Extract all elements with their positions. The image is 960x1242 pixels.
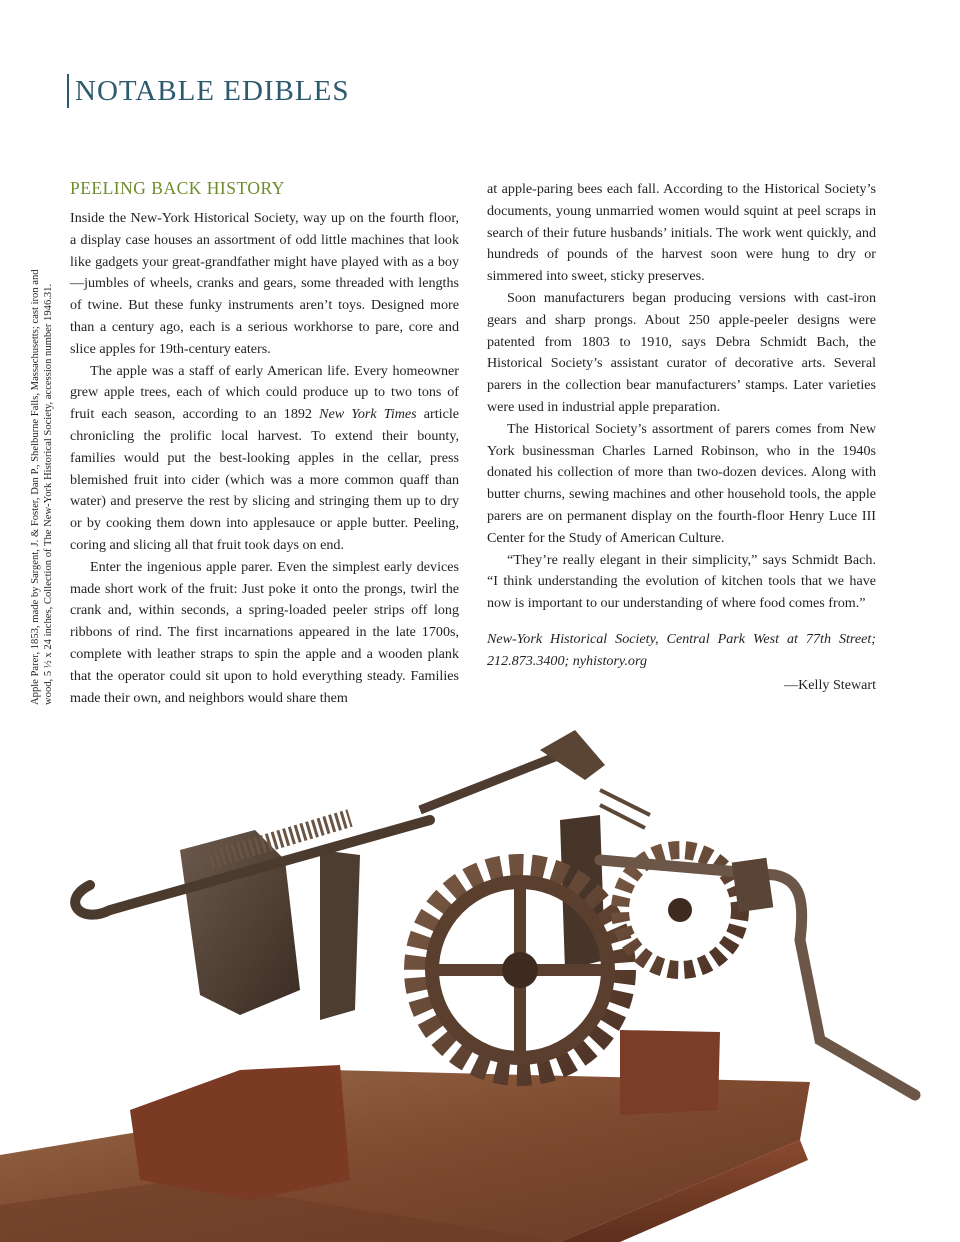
paragraph-2: [70, 361, 459, 557]
paragraph-4: Soon manufacturers began producing versions with cast-iron gears and sharp prongs. About 250 apple-peeler designs were patented from 1803 to 1910, says Debra Schmidt Bach, the Historical Society’s assistant curator of decorative arts. Several parers in the collection bear manufacturers’ stamps. Later varieties were used in industrial apple preparation.: [487, 289, 876, 415]
paragraph-3-continued: at apple-paring bees each fall. According to the Historical Society’s documents, young unmarried women would squint at peel scraps in search of their future husbands’ initials. The work went quickly, and hundreds of pounds of the harvest soon were hung to dry or simmered into sweet, sticky preserves.: [487, 181, 876, 285]
paragraph-2-end: article chronicling the prolific local harvest. To extend their bounty, families would put the best-looking apples in the cellar, press blemished fruit into cider (which was a more common quaff than water) and preserve the rest by slicing and stringing them up to dry or by cooking them down into applesauce or apple butter. Peeling, coring and slicing all that fruit took days on end.: [70, 406, 459, 553]
paragraph-2-start: The apple was a staff of early American life. Every homeowner grew apple trees, each of which could produce up to two tons of fruit each season, according to an 1892: [70, 362, 459, 423]
publication-title: New York Times: [319, 406, 417, 423]
paragraph-5: The Historical Society’s assortment of parers comes from New York businessman Charles Larned Robinson, who in the 1940s donated his collection of more than two-dozen devices. Along with butter churns, sewing machines and other household tools, the apple parers are on permanent display on the fourth-floor Henry Luce III Center for the Study of American Culture.: [487, 420, 876, 546]
article-column-left: [70, 208, 459, 709]
section-header: [67, 74, 349, 108]
article-column-right: [487, 179, 876, 696]
photo-credit-caption: [30, 225, 55, 705]
paragraph-6: “They’re really elegant in their simplicity,” says Schmidt Bach. “I think understanding the evolution of kitchen tools that we have now is important to our understanding of where food comes from.”: [487, 551, 876, 612]
paragraph-1: Inside the New-York Historical Society, way up on the fourth floor, a display case houses an assortment of odd little machines that look like gadgets your great-grandfather might have played with as a boy—jumbles of wheels, cranks and gears, some threaded with lengths of twine. But these funky instruments aren’t toys. Designed more than a century ago, each is a serious workhorse to pare, core and slice apples for 19th-century eaters.: [70, 210, 459, 357]
paragraph-3: Enter the ingenious apple parer. Even the simplest early devices made short work of the fruit: Just poke it onto the prongs, twirl the crank and, within seconds, a spring-loaded peeler strips off long ribbons of rind. The first incarnations appeared in the late 1700s, complete with leather straps to spin the apple and a wooden plank that the operator could sit upon to hold everything steady. Families made their own, and neighbors would share them: [70, 558, 459, 706]
caption-line-2: wood, 5 ½ x 24 inches, Collection of The New-York Historical Society, accession number 1946.31.: [42, 283, 54, 705]
article-heading: PEELING BACK HISTORY: [70, 178, 285, 198]
section-title: NOTABLE EDIBLES: [75, 75, 350, 107]
wooden-base: [0, 1030, 810, 1242]
fork-prongs: [600, 790, 650, 828]
large-gear: [415, 865, 625, 1075]
author-byline: —Kelly Stewart: [784, 676, 876, 693]
caption-line-1: Apple Parer, 1853, made by Sargent, J. & Foster, Dan P., Shelburne Falls, Massachusetts; cast iron and: [30, 269, 41, 705]
apple-parer-photo: [0, 710, 960, 1242]
venue-info: New-York Historical Society, Central Park West at 77th Street; 212.873.3400; nyhistory.org: [487, 630, 876, 669]
